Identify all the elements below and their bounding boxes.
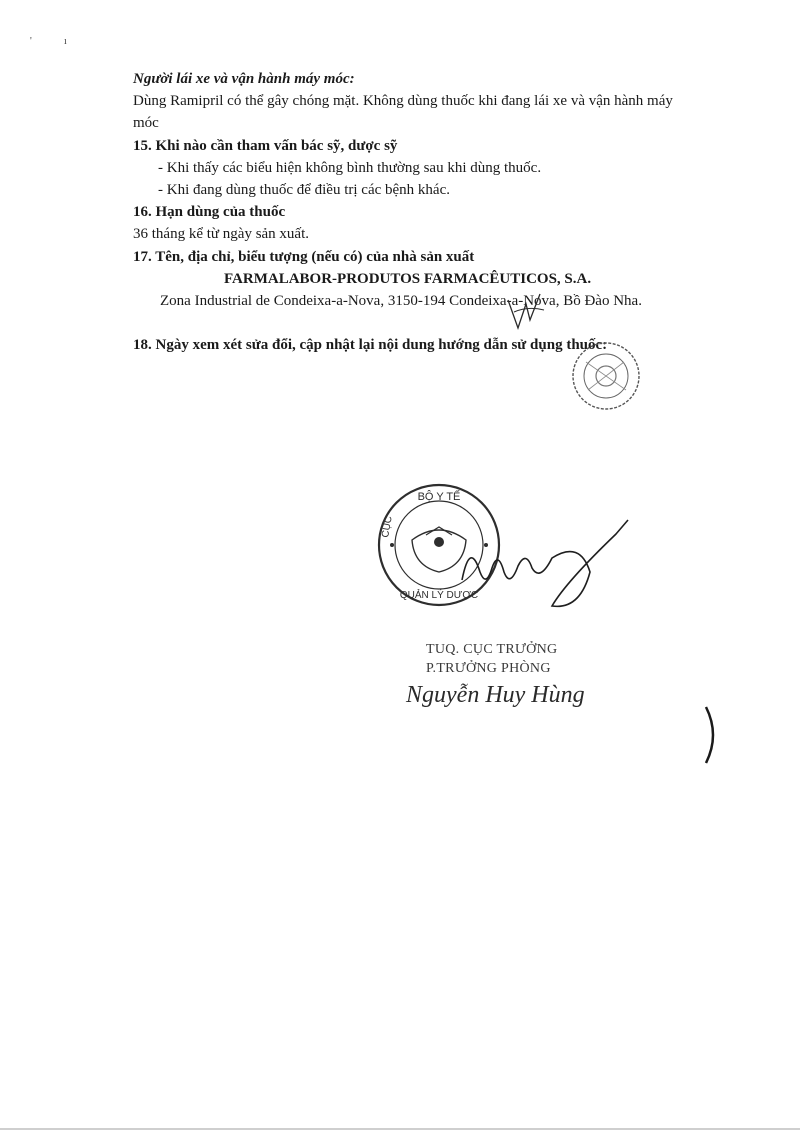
manufacturer-stamp bbox=[566, 338, 646, 412]
driving-text-line1: Dùng Ramipril có thể gây chóng mặt. Không dùng thuốc khi đang lái xe và vận hành máy bbox=[133, 93, 673, 109]
section-15-bullet: - Khi thấy các biểu hiện không bình thường sau khi dùng thuốc. bbox=[158, 160, 542, 176]
section-16-heading: 16. Hạn dùng của thuốc bbox=[133, 204, 286, 220]
section-17-heading: 17. Tên, địa chỉ, biểu tượng (nếu có) của nhà sản xuất bbox=[133, 249, 475, 265]
svg-text:CỤC: CỤC bbox=[380, 515, 395, 539]
signatory-position: P.TRƯỞNG PHÒNG bbox=[426, 661, 551, 676]
manufacturer-address: Zona Industrial de Condeixa-a-Nova, 3150-194 Condeixa-a-Nova, Bồ Đào Nha. bbox=[160, 293, 642, 309]
svg-text:BỘ Y TẾ: BỘ Y TẾ bbox=[417, 491, 461, 503]
scan-artifact: ı bbox=[64, 36, 67, 47]
scan-artifact: ' bbox=[30, 36, 32, 47]
official-signature bbox=[440, 510, 640, 620]
signatory-title: TUQ. CỤC TRƯỞNG bbox=[426, 642, 558, 657]
bottom-edge bbox=[0, 1128, 800, 1130]
driving-heading: Người lái xe và vận hành máy móc: bbox=[133, 71, 355, 87]
section-16-text: 36 tháng kể từ ngày sản xuất. bbox=[133, 226, 310, 242]
manufacturer-name: FARMALABOR-PRODUTOS FARMACÊUTICOS, S.A. bbox=[224, 271, 592, 287]
section-15-bullet: - Khi đang dùng thuốc để điều trị các bệnh khác. bbox=[158, 182, 450, 198]
signatory-name: Nguyễn Huy Hùng bbox=[406, 682, 585, 708]
initials-signature bbox=[500, 290, 560, 335]
section-15-heading: 15. Khi nào cần tham vấn bác sỹ, dược sỹ bbox=[133, 138, 398, 154]
driving-text-line2: móc bbox=[133, 115, 159, 131]
scan-artifact bbox=[700, 705, 722, 765]
svg-text:QUẢN LÝ DƯỢC: QUẢN LÝ DƯỢC bbox=[399, 590, 479, 601]
section-18-heading: 18. Ngày xem xét sửa đổi, cập nhật lại nội dung hướng dẫn sử dụng thuốc: bbox=[133, 337, 608, 353]
